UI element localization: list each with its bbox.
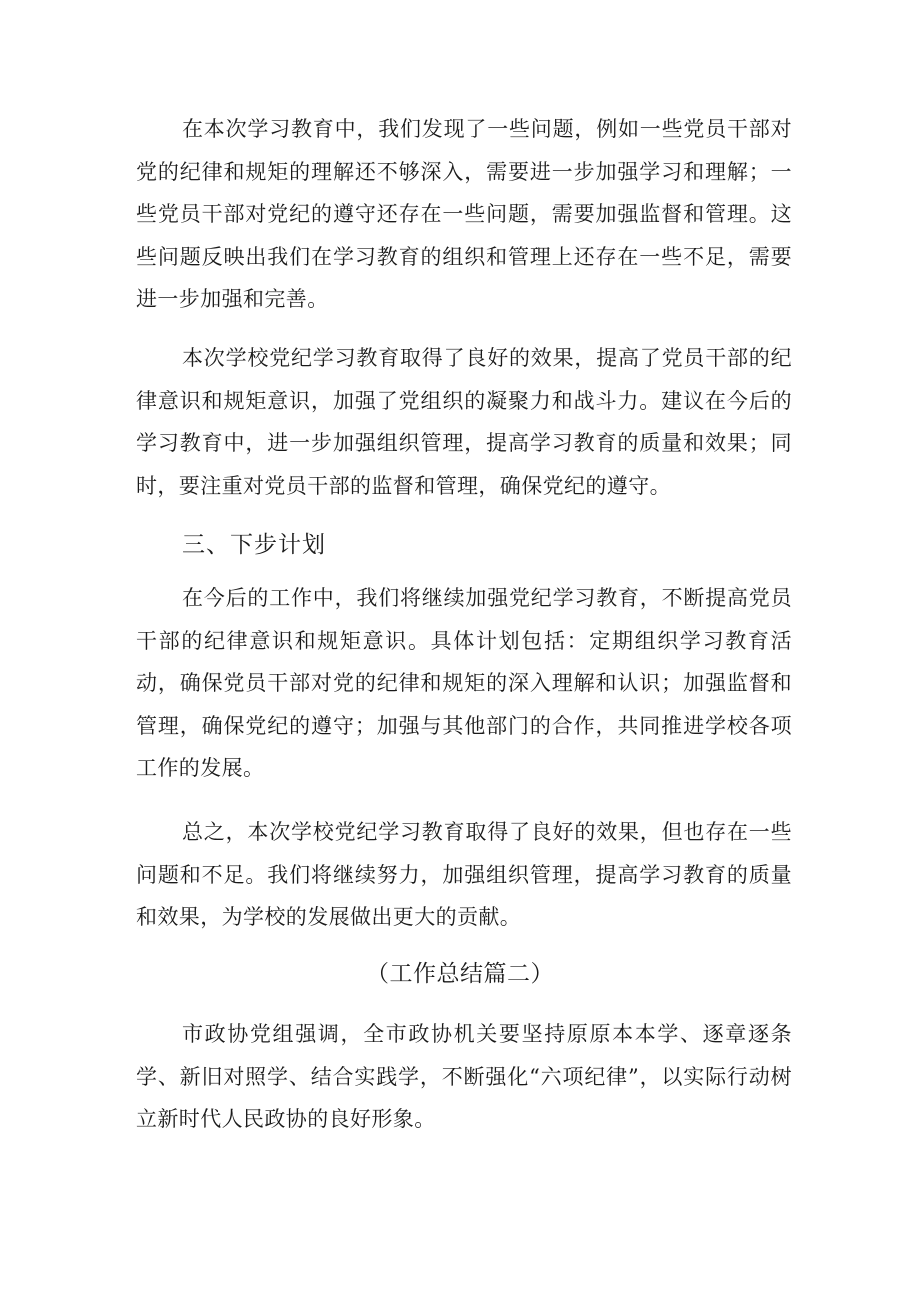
paragraph-issues-found: 在本次学习教育中，我们发现了一些问题，例如一些党员干部对党的纪律和规矩的理解还不够深入，需要进一步加强学习和理解；一些党员干部对党纪的遵守还存在一些问题，需要加强监督和管理。这些问题反映出我们在学习教育的组织和管理上还存在一些不足，需要进一步加强和完善。 bbox=[136, 117, 792, 311]
paragraph-summary: 总之，本次学校党纪学习教育取得了良好的效果，但也存在一些问题和不足。我们将继续努力，加强组织管理，提高学习教育的质量和效果，为学校的发展做出更大的贡献。 bbox=[136, 820, 792, 929]
section-heading-next-plan: 三、下步计划 bbox=[182, 532, 326, 558]
paragraph-plan-details: 在今后的工作中，我们将继续加强党纪学习教育，不断提高党员干部的纪律意识和规矩意识。具体计划包括：定期组织学习教育活动，确保党员干部对党的纪律和规矩的深入理解和认识；加强监督和管理，确保党纪的遵守；加强与其他部门的合作，共同推进学校各项工作的发展。 bbox=[136, 586, 792, 780]
paragraph-effects-suggestions: 本次学校党纪学习教育取得了良好的效果，提高了党员干部的纪律意识和规矩意识，加强了党组织的凝聚力和战斗力。建议在今后的学习教育中，进一步加强组织管理，提高学习教育的质量和效果；同时，要注重对党员干部的监督和管理，确保党纪的遵守。 bbox=[136, 346, 792, 498]
part-title: （工作总结篇二） bbox=[366, 961, 554, 987]
paragraph-cppcc-emphasis: 市政协党组强调，全市政协机关要坚持原原本本学、逐章逐条学、新旧对照学、结合实践学，不断强化“六项纪律”，以实际行动树立新时代人民政协的良好形象。 bbox=[136, 1022, 792, 1131]
